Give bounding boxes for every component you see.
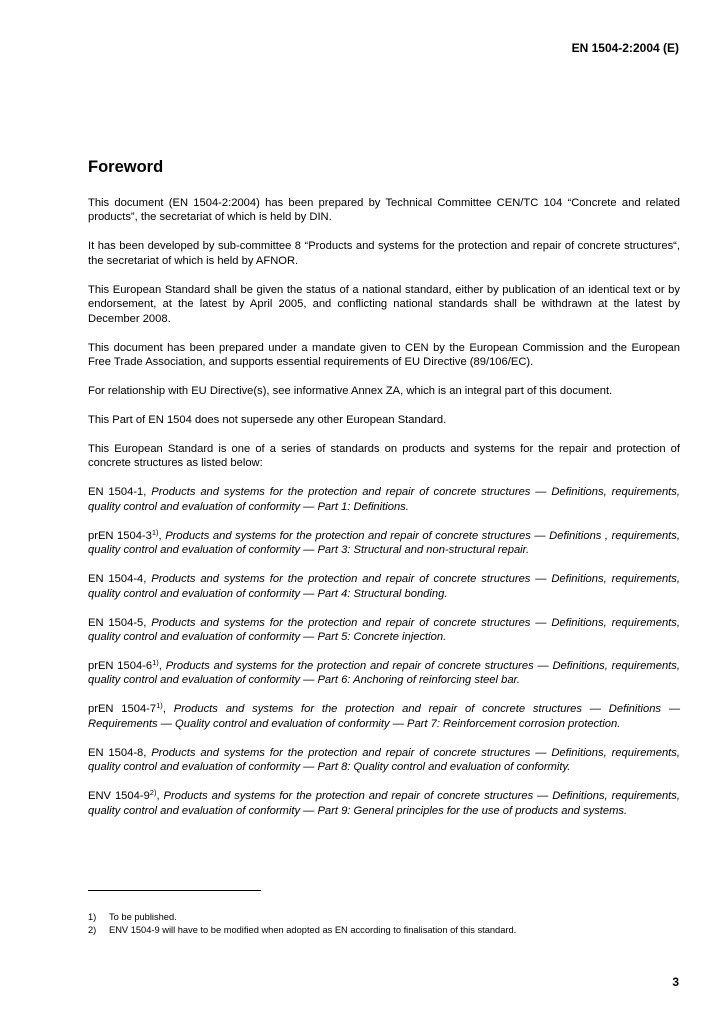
standard-title: Products and systems for the protection and repair of concrete structures — Definitions, requirements, quality control and evaluation of conformity — Part 9: General principles for the use of products and systems. xyxy=(88,790,680,817)
footnote-text: ENV 1504-9 will have to be modified when adopted as EN according to finalisation of this standard. xyxy=(109,924,517,935)
footnote xyxy=(88,924,516,937)
footnote-ref: 1) xyxy=(151,527,159,537)
standard-entry: EN 1504-5, Products and systems for the protection and repair of concrete structures — Definitions, requirements, quality control and evaluation of conformity — Part 5: Concrete injection. xyxy=(88,616,680,644)
footnote-number: 2) xyxy=(88,924,97,935)
footnotes xyxy=(88,911,516,936)
standard-entry: prEN 1504-3$^{1)}$, Products and systems for the protection and repair of concrete structures — Definitions , requirements, quality control and evaluation of conformity — Part 3: Structural and non-structural repair. xyxy=(88,527,680,557)
standard-entry: EN 1504-4, Products and systems for the protection and repair of concrete structures — Definitions, requirements, quality control and evaluation of conformity — Part 4: Structural bonding. xyxy=(88,573,680,600)
paragraph: For relationship with EU Directive(s), see informative Annex ZA, which is an integral part of this document. xyxy=(88,385,613,398)
standard-ref: prEN 1504-6 xyxy=(88,660,153,673)
paragraph: This European Standard is one of a series of standards on products and systems for the repair and protection of concrete structures as listed below: xyxy=(88,443,680,470)
standard-title: Products and systems for the protection and repair of concrete structures — Definitions — Requirements — Quality control and evaluation of conformity — Part 7: Reinforcement corrosion protection. xyxy=(88,703,681,730)
footnote-divider xyxy=(88,890,261,891)
standard-entry: prEN 1504-7$^{1)}$, Products and systems for the protection and repair of concrete structures — Definitions — Requirements — Quality control and evaluation of conformity — Part 7: Reinforcement corrosion protection. xyxy=(88,701,681,730)
standard-title: Products and systems for the protection and repair of concrete structures — Definitions , requirements, quality control and evaluation of conformity — Part 3: Structural and non-structural repair. xyxy=(88,529,680,557)
standard-ref: ENV 1504-9 xyxy=(88,790,150,803)
foreword-body xyxy=(88,196,680,833)
standard-title: Products and systems for the protection and repair of concrete structures — Definitions, requirements, quality control and evaluation of conformity — Part 5: Concrete injection. xyxy=(88,616,680,644)
standard-entry: ENV 1504-9$^{2)}$, Products and systems for the protection and repair of concrete structures — Definitions, requirements, quality control and evaluation of conformity — Part 9: General principles for the use of products and systems. xyxy=(88,788,680,817)
standard-ref: prEN 1504-7 xyxy=(88,703,157,716)
standard-entry: EN 1504-8, Products and systems for the protection and repair of concrete structures — Definitions, requirements, quality control and evaluation of conformity — Part 8: Quality control and evaluation of conformity. xyxy=(88,746,680,774)
footnote xyxy=(88,911,516,924)
page-number: 3 xyxy=(672,975,679,989)
paragraph: It has been developed by sub-committee 8 “Products and systems for the protection and repair of concrete structures“, the secretariat of which is held by AFNOR. xyxy=(88,240,680,267)
footnote-ref: 1) xyxy=(152,658,159,668)
standard-title: Products and systems for the protection and repair of concrete structures — Definitions, requirements, quality control and evaluation of conformity — Part 6: Anchoring of reinforcing steel bar. xyxy=(88,660,680,687)
standard-ref: EN 1504-1 xyxy=(88,486,144,499)
standard-ref: EN 1504-5 xyxy=(88,616,144,629)
standard-entry: prEN 1504-6$^{1)}$, Products and systems for the protection and repair of concrete structures — Definitions, requirements, quality control and evaluation of conformity — Part 6: Anchoring of reinforcing steel bar. xyxy=(88,658,680,687)
standard-ref: EN 1504-8 xyxy=(88,746,144,759)
footnote-text: To be published. xyxy=(109,912,177,922)
footnote-ref: 1) xyxy=(156,701,163,711)
footnote-number: 1) xyxy=(88,912,97,922)
standard-title: Products and systems for the protection and repair of concrete structures — Definitions, requirements, quality control and evaluation of conformity — Part 1: Definitions. xyxy=(88,486,680,513)
paragraph: This document (EN 1504-2:2004) has been prepared by Technical Committee CEN/TC 104 “Concrete and related products”, the secretariat of which is held by DIN. xyxy=(88,197,680,224)
standard-title: Products and systems for the protection and repair of concrete structures — Definitions, requirements, quality control and evaluation of conformity — Part 8: Quality control and evaluation of conformity. xyxy=(88,746,680,774)
page-title: Foreword xyxy=(88,158,164,176)
standard-ref: prEN 1504-3 xyxy=(88,529,152,542)
standard-entry: EN 1504-1, Products and systems for the protection and repair of concrete structures — Definitions, requirements, quality control and evaluation of conformity — Part 1: Definitions. xyxy=(88,486,680,513)
paragraph: This European Standard shall be given the status of a national standard, either by publication of an identical text or by endorsement, at the latest by April 2005, and conflicting national standards shall be withdrawn at the latest by December 2008. xyxy=(88,283,680,325)
standard-ref: EN 1504-4 xyxy=(88,573,144,586)
paragraph: This Part of EN 1504 does not supersede any other European Standard. xyxy=(88,414,447,427)
paragraph: This document has been prepared under a mandate given to CEN by the European Commission and the European Free Trade Association, and supports essential requirements of EU Directive (89/106/EC). xyxy=(88,341,680,369)
standard-title: Products and systems for the protection and repair of concrete structures — Definitions, requirements, quality control and evaluation of conformity — Part 4: Structural bonding. xyxy=(88,573,680,600)
footnote-ref: 2) xyxy=(149,788,157,798)
document-header-id: EN 1504-2:2004 (E) xyxy=(571,41,679,55)
